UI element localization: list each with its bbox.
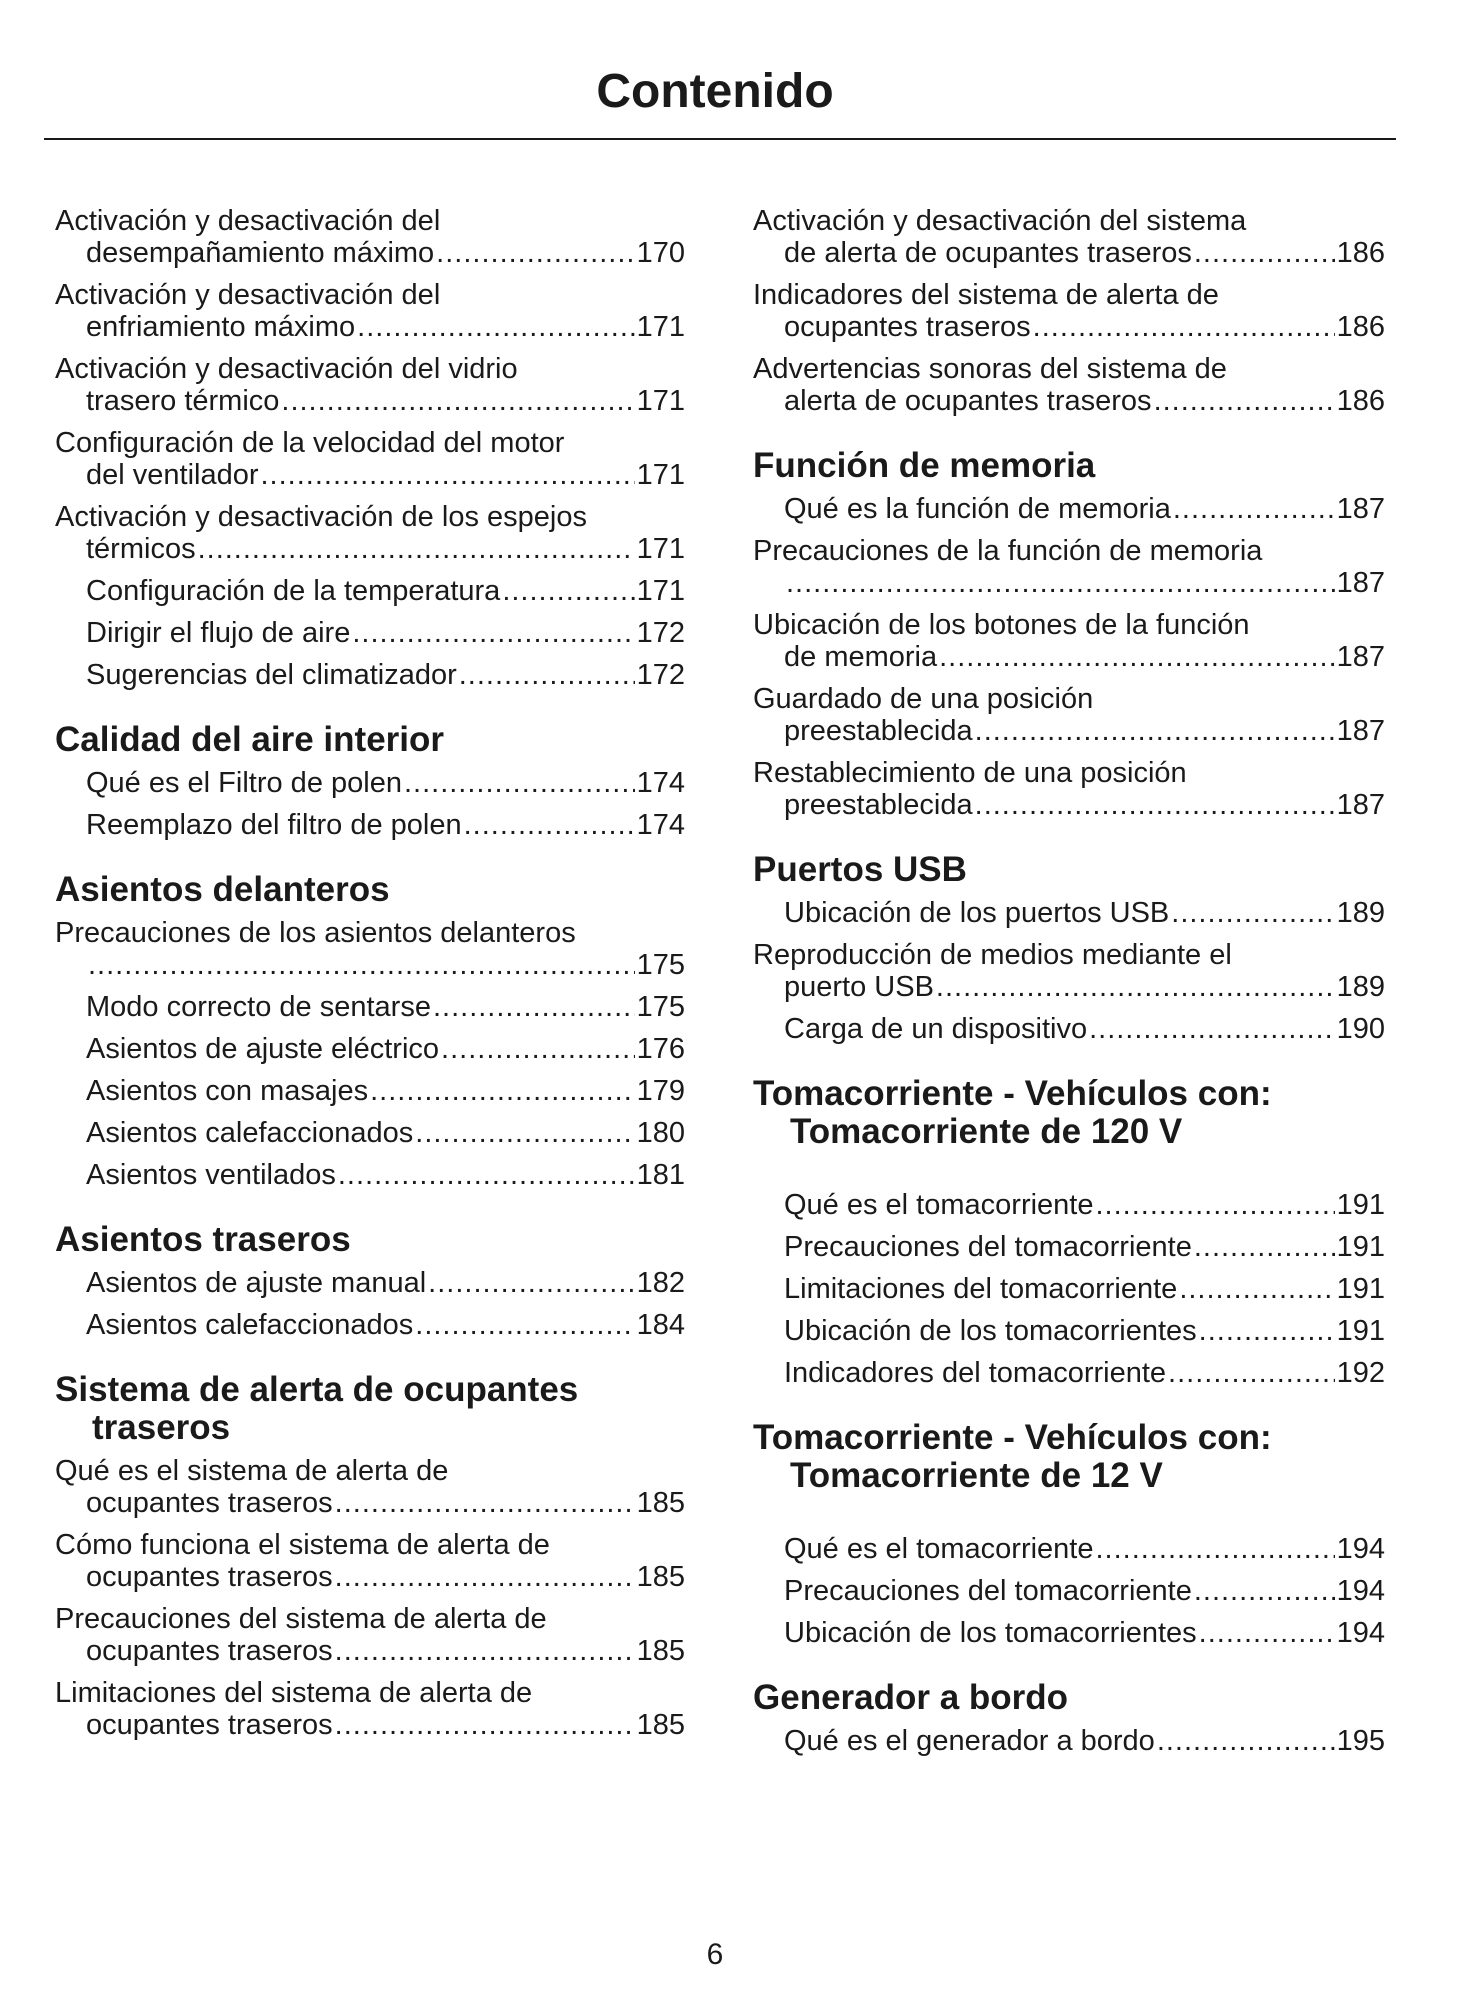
toc-entry-line <box>86 237 685 269</box>
section-heading: Tomacorriente - Vehículos con: Tomacorriente de 12 V <box>753 1418 1272 1495</box>
toc-entry[interactable] <box>55 991 685 1023</box>
dot-leader <box>464 809 635 841</box>
toc-page-number: 187 <box>1336 567 1385 599</box>
toc-entry[interactable] <box>55 1033 685 1065</box>
toc-entry-title-line: Ubicación de los botones de la función <box>753 609 1250 641</box>
toc-entry-line <box>784 385 1385 417</box>
toc-entry-title: puerto USB <box>784 971 934 1003</box>
toc-entry-line <box>784 493 1385 525</box>
toc-entry[interactable] <box>55 809 685 841</box>
dot-leader <box>939 641 1334 673</box>
toc-entry-title: Sugerencias del climatizador <box>86 659 457 691</box>
toc-entry-line <box>86 659 685 691</box>
toc-page-number: 180 <box>636 1117 685 1149</box>
toc-entry[interactable] <box>55 1267 685 1299</box>
toc-entry[interactable] <box>753 1273 1385 1305</box>
toc-entry[interactable] <box>753 1231 1385 1263</box>
toc-page-number: 172 <box>636 617 685 649</box>
dot-leader <box>1194 1231 1335 1263</box>
dot-leader <box>261 459 635 491</box>
toc-entry-title-line: Cómo funciona el sistema de alerta de <box>55 1529 550 1561</box>
toc-entry-title: ocupantes traseros <box>86 1709 333 1741</box>
section-heading: Generador a bordo <box>753 1678 1069 1717</box>
toc-page-number: 186 <box>1336 311 1385 343</box>
toc-entry-title: Limitaciones del tomacorriente <box>784 1273 1178 1305</box>
dot-leader <box>198 533 635 565</box>
toc-entry[interactable] <box>55 1309 685 1341</box>
toc-entry[interactable] <box>753 939 1385 1003</box>
toc-entry-line <box>86 1267 685 1299</box>
toc-page-number: 187 <box>1336 493 1385 525</box>
toc-page-number: 191 <box>1336 1315 1385 1347</box>
toc-entry-line <box>86 1635 685 1667</box>
dot-leader <box>1095 1533 1334 1565</box>
toc-entry-title-line: Configuración de la velocidad del motor <box>55 427 565 459</box>
toc-entry-line <box>784 641 1385 673</box>
toc-page-number: 191 <box>1336 1189 1385 1221</box>
toc-page-number: 189 <box>1336 897 1385 929</box>
dot-leader <box>1194 1575 1335 1607</box>
toc-entry-line <box>784 1231 1385 1263</box>
toc-page-number: 174 <box>636 767 685 799</box>
section-heading: Asientos delanteros <box>55 870 390 909</box>
dot-leader <box>786 567 1335 599</box>
toc-page-number: 185 <box>636 1561 685 1593</box>
toc-entry[interactable] <box>753 1357 1385 1389</box>
dot-leader <box>1154 385 1335 417</box>
toc-entry[interactable] <box>753 1725 1385 1757</box>
toc-entry-title: Carga de un dispositivo <box>784 1013 1088 1045</box>
toc-section <box>55 721 685 841</box>
dot-leader <box>335 1709 635 1741</box>
toc-page-number: 191 <box>1336 1273 1385 1305</box>
toc-entry-line <box>784 789 1385 821</box>
toc-entry-title-line: Restablecimiento de una posición <box>753 757 1187 789</box>
toc-page-number: 194 <box>1336 1575 1385 1607</box>
toc-entry[interactable] <box>55 617 685 649</box>
toc-entry-line <box>784 1013 1385 1045</box>
toc-entry-title: Dirigir el flujo de aire <box>86 617 351 649</box>
section-heading: Sistema de alerta de ocupantes traseros <box>55 1370 579 1447</box>
toc-page-number: 195 <box>1336 1725 1385 1757</box>
toc-page-number: 192 <box>1336 1357 1385 1389</box>
dot-leader <box>436 237 634 269</box>
toc-entry[interactable] <box>55 659 685 691</box>
toc-entry-line <box>784 971 1385 1003</box>
toc-entry-title: enfriamiento máximo <box>86 311 356 343</box>
toc-entry[interactable] <box>55 501 685 565</box>
dot-leader <box>404 767 635 799</box>
toc-entry-line <box>86 767 685 799</box>
toc-entry-line <box>86 1075 685 1107</box>
toc-entry-title-line: Precauciones del sistema de alerta de <box>55 1603 547 1635</box>
toc-entry-title-line: Activación y desactivación del <box>55 205 441 237</box>
toc-entry-title: térmicos <box>86 533 196 565</box>
toc-entry-line <box>86 311 685 343</box>
toc-section-intro <box>753 205 1385 417</box>
dot-leader <box>441 1033 635 1065</box>
dot-leader <box>335 1561 635 1593</box>
toc-entry-title-line: Activación y desactivación del sistema <box>753 205 1247 237</box>
toc-entry-line <box>784 311 1385 343</box>
toc-entry-title: desempañamiento máximo <box>86 237 435 269</box>
toc-page-number: 194 <box>1336 1617 1385 1649</box>
dot-leader <box>428 1267 634 1299</box>
toc-section <box>753 1075 1385 1389</box>
toc-entry-title: Qué es el Filtro de polen <box>86 767 402 799</box>
toc-section <box>753 447 1385 821</box>
toc-entry-line <box>784 715 1385 747</box>
toc-entry-title: Qué es el tomacorriente <box>784 1189 1094 1221</box>
dot-leader <box>975 789 1335 821</box>
toc-section-intro <box>55 205 685 691</box>
toc-entry[interactable] <box>55 427 685 491</box>
toc-entry-title: Modo correcto de sentarse <box>86 991 431 1023</box>
toc-entry[interactable] <box>753 535 1385 599</box>
toc-entry[interactable] <box>55 575 685 607</box>
dot-leader <box>1199 1315 1335 1347</box>
toc-entry-line <box>784 567 1385 599</box>
dot-leader <box>502 575 634 607</box>
toc-entry-title: Qué es el generador a bordo <box>784 1725 1155 1757</box>
toc-entry[interactable] <box>55 1529 685 1593</box>
dot-leader <box>88 949 635 981</box>
toc-entry[interactable] <box>753 609 1385 673</box>
toc-entry-line <box>86 1309 685 1341</box>
toc-entry[interactable] <box>753 1013 1385 1045</box>
section-heading: Asientos traseros <box>55 1220 351 1259</box>
toc-entry-line <box>86 459 685 491</box>
dot-leader <box>1194 237 1335 269</box>
dot-leader <box>338 1159 635 1191</box>
dot-leader <box>1095 1189 1334 1221</box>
dot-leader <box>352 617 634 649</box>
toc-entry[interactable] <box>753 493 1385 525</box>
toc-entry-line <box>86 1487 685 1519</box>
toc-entry-title-line: Activación y desactivación de los espejos <box>55 501 587 533</box>
toc-left-column <box>55 205 685 1771</box>
toc-entry-title: Indicadores del tomacorriente <box>784 1357 1167 1389</box>
toc-entry-title: Asientos calefaccionados <box>86 1117 414 1149</box>
toc-section <box>55 1221 685 1341</box>
toc-entry-title: Asientos de ajuste eléctrico <box>86 1033 440 1065</box>
toc-entry-line <box>86 809 685 841</box>
toc-page-number: 186 <box>1336 385 1385 417</box>
toc-entry-title: Asientos de ajuste manual <box>86 1267 427 1299</box>
toc-page-number: 174 <box>636 809 685 841</box>
toc-section <box>753 1679 1385 1757</box>
toc-section <box>753 851 1385 1045</box>
toc-page-number: 171 <box>636 533 685 565</box>
toc-entry-title: Precauciones del tomacorriente <box>784 1575 1192 1607</box>
toc-entry-title: de alerta de ocupantes traseros <box>784 237 1192 269</box>
toc-entry-title-line: Guardado de una posición <box>753 683 1094 715</box>
dot-leader <box>459 659 635 691</box>
toc-entry-line <box>784 1533 1385 1565</box>
dot-leader <box>335 1635 635 1667</box>
dot-leader <box>975 715 1335 747</box>
toc-page-number: 185 <box>636 1487 685 1519</box>
dot-leader <box>1171 897 1334 929</box>
toc-entry-title-line: Activación y desactivación del <box>55 279 441 311</box>
toc-section <box>55 871 685 1191</box>
dot-leader <box>1168 1357 1335 1389</box>
toc-entry-title: Asientos con masajes <box>86 1075 369 1107</box>
dot-leader <box>335 1487 635 1519</box>
page-title: Contenido <box>596 65 834 118</box>
toc-entry-line <box>86 1561 685 1593</box>
toc-entry-line <box>86 575 685 607</box>
toc-entry-line <box>86 1033 685 1065</box>
toc-entry[interactable] <box>753 279 1385 343</box>
toc-entry-title-line: Precauciones de los asientos delanteros <box>55 917 576 949</box>
toc-entry-title: Qué es la función de memoria <box>784 493 1171 525</box>
toc-entry-title: ocupantes traseros <box>86 1561 333 1593</box>
toc-entry-title-line: Reproducción de medios mediante el <box>753 939 1232 971</box>
toc-entry-title: preestablecida <box>784 715 973 747</box>
toc-entry-title: Ubicación de los puertos USB <box>784 897 1170 929</box>
toc-entry-title-line: Activación y desactivación del vidrio <box>55 353 518 385</box>
dot-leader <box>433 991 635 1023</box>
dot-leader <box>415 1309 634 1341</box>
toc-page-number: 185 <box>636 1635 685 1667</box>
dot-leader <box>415 1117 634 1149</box>
toc-entry-line <box>86 385 685 417</box>
toc-page-number: 187 <box>1336 789 1385 821</box>
toc-entry-line <box>784 1315 1385 1347</box>
toc-entry[interactable] <box>55 917 685 981</box>
toc-entry[interactable] <box>55 1603 685 1667</box>
toc-entry-line <box>86 991 685 1023</box>
toc-entry-title: Reemplazo del filtro de polen <box>86 809 462 841</box>
toc-page-number: 181 <box>636 1159 685 1191</box>
toc-entry-line <box>784 1189 1385 1221</box>
toc-entry[interactable] <box>55 1159 685 1191</box>
toc-entry-title-line: Limitaciones del sistema de alerta de <box>55 1677 533 1709</box>
toc-page-number: 175 <box>636 991 685 1023</box>
toc-page-number: 171 <box>636 575 685 607</box>
toc-page-number: 185 <box>636 1709 685 1741</box>
toc-page-number: 182 <box>636 1267 685 1299</box>
toc-entry[interactable] <box>55 767 685 799</box>
toc-entry[interactable] <box>55 1677 685 1741</box>
toc-entry[interactable] <box>753 1315 1385 1347</box>
toc-page-number: 190 <box>1336 1013 1385 1045</box>
toc-section <box>753 1419 1385 1649</box>
toc-page-number: 176 <box>636 1033 685 1065</box>
toc-entry[interactable] <box>55 1075 685 1107</box>
toc-entry-title: ocupantes traseros <box>784 311 1031 343</box>
toc-entry[interactable] <box>753 205 1385 269</box>
toc-entry[interactable] <box>55 279 685 343</box>
section-heading: Tomacorriente - Vehículos con: Tomacorriente de 120 V <box>753 1074 1272 1151</box>
toc-page-number: 171 <box>636 311 685 343</box>
toc-entry[interactable] <box>753 1189 1385 1221</box>
dot-leader <box>281 385 634 417</box>
toc-entry-title: ocupantes traseros <box>86 1487 333 1519</box>
dot-leader <box>357 311 634 343</box>
title-divider <box>44 138 1396 140</box>
toc-entry-title: Ubicación de los tomacorrientes <box>784 1617 1197 1649</box>
toc-entry[interactable] <box>753 897 1385 929</box>
toc-entry-line <box>86 1117 685 1149</box>
toc-page-number: 175 <box>636 949 685 981</box>
toc-page-number: 189 <box>1336 971 1385 1003</box>
toc-entry-title-line: Advertencias sonoras del sistema de <box>753 353 1227 385</box>
toc-section <box>55 1371 685 1741</box>
toc-entry-line <box>784 1273 1385 1305</box>
toc-entry-title: Configuración de la temperatura <box>86 575 501 607</box>
toc-entry-title-line: Qué es el sistema de alerta de <box>55 1455 449 1487</box>
toc-entry-line <box>86 949 685 981</box>
toc-entry[interactable] <box>55 353 685 417</box>
section-heading: Función de memoria <box>753 446 1096 485</box>
dot-leader <box>1173 493 1335 525</box>
toc-entry[interactable] <box>753 1533 1385 1565</box>
toc-entry-title-line: Indicadores del sistema de alerta de <box>753 279 1219 311</box>
toc-entry-title: trasero térmico <box>86 385 280 417</box>
toc-entry-title: Asientos ventilados <box>86 1159 336 1191</box>
toc-page-number: 194 <box>1336 1533 1385 1565</box>
toc-page-number: 170 <box>636 237 685 269</box>
toc-entry-line <box>86 533 685 565</box>
toc-entry[interactable] <box>55 1117 685 1149</box>
toc-entry-line <box>86 1709 685 1741</box>
dot-leader <box>1199 1617 1335 1649</box>
toc-entry[interactable] <box>753 757 1385 821</box>
dot-leader <box>936 971 1335 1003</box>
dot-leader <box>1157 1725 1335 1757</box>
toc-page-number: 184 <box>636 1309 685 1341</box>
toc-entry-title: ocupantes traseros <box>86 1635 333 1667</box>
dot-leader <box>1089 1013 1335 1045</box>
section-heading: Puertos USB <box>753 850 967 889</box>
toc-entry-title: de memoria <box>784 641 938 673</box>
toc-entry-title-line: Precauciones de la función de memoria <box>753 535 1263 567</box>
section-heading: Calidad del aire interior <box>55 720 444 759</box>
dot-leader <box>1179 1273 1334 1305</box>
toc-entry[interactable] <box>753 1617 1385 1649</box>
toc-page-number: 186 <box>1336 237 1385 269</box>
toc-entry-line <box>784 1357 1385 1389</box>
toc-entry[interactable] <box>753 353 1385 417</box>
toc-entry-line <box>86 617 685 649</box>
toc-entry-line <box>784 1725 1385 1757</box>
toc-page-number: 171 <box>636 459 685 491</box>
toc-page-number: 171 <box>636 385 685 417</box>
toc-right-column <box>753 205 1385 1787</box>
toc-entry[interactable] <box>55 1455 685 1519</box>
toc-entry-title: del ventilador <box>86 459 259 491</box>
toc-entry-title: Ubicación de los tomacorrientes <box>784 1315 1197 1347</box>
toc-page-number: 187 <box>1336 715 1385 747</box>
toc-entry-line <box>784 237 1385 269</box>
toc-page-number: 179 <box>636 1075 685 1107</box>
toc-entry[interactable] <box>753 1575 1385 1607</box>
toc-entry[interactable] <box>753 683 1385 747</box>
toc-entry-title: Precauciones del tomacorriente <box>784 1231 1192 1263</box>
dot-leader <box>370 1075 635 1107</box>
toc-page-number: 172 <box>636 659 685 691</box>
toc-entry-title: Asientos calefaccionados <box>86 1309 414 1341</box>
toc-entry-title: preestablecida <box>784 789 973 821</box>
toc-page-number: 187 <box>1336 641 1385 673</box>
dot-leader <box>1033 311 1335 343</box>
toc-entry-line <box>784 1617 1385 1649</box>
toc-entry-title: alerta de ocupantes traseros <box>784 385 1152 417</box>
toc-entry-line <box>784 1575 1385 1607</box>
page-number: 6 <box>706 1938 724 1971</box>
toc-entry-line <box>784 897 1385 929</box>
toc-entry[interactable] <box>55 205 685 269</box>
toc-page-number: 191 <box>1336 1231 1385 1263</box>
toc-entry-line <box>86 1159 685 1191</box>
toc-entry-title: Qué es el tomacorriente <box>784 1533 1094 1565</box>
